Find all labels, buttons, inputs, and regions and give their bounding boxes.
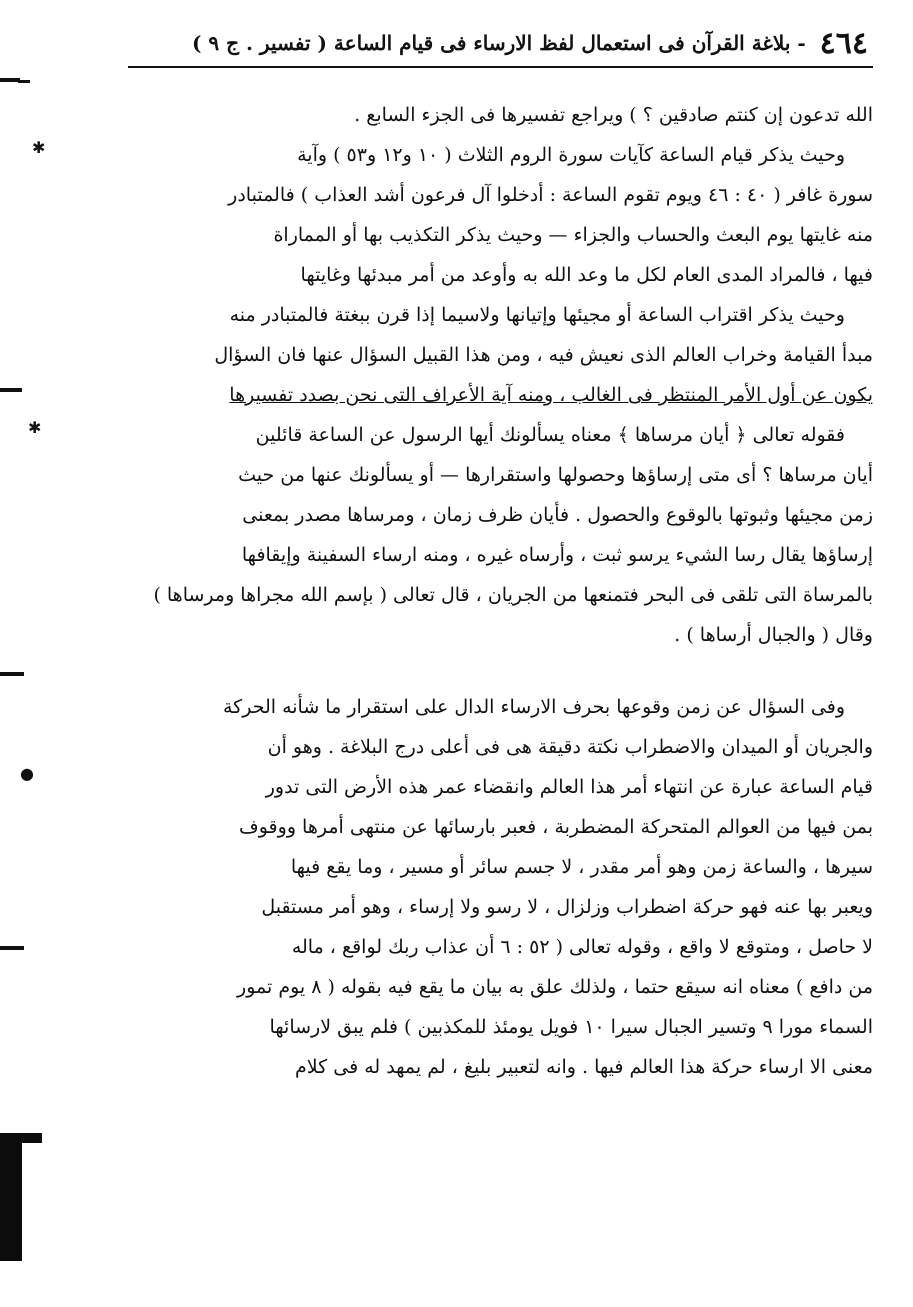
text-line: فيها ، فالمراد المدى العام لكل ما وعد الله به وأوعد من أمر مبدئها وغايتها [300,264,873,286]
text-line: وحيث يذكر قيام الساعة كآيات سورة الروم الثلاث ( ١٠ و١٢ و٥٣ ) وآية [297,144,845,166]
scan-mark [0,388,22,392]
scan-mark [0,946,24,950]
text-line: وحيث يذكر اقتراب الساعة أو مجيئها وإتيانها ولاسيما إذا قرن ببغتة فالمتبادر منه [229,304,845,326]
text-line: مبدأ القيامة وخراب العالم الذى نعيش فيه ، ومن هذا القبيل السؤال عنها فان السؤال [214,344,873,366]
text-line: معنى الا ارساء حركة هذا العالم فيها . وانه لتعبير بليغ ، لم يمهد له فى كلام [295,1056,873,1078]
text-line: وفى السؤال عن زمن وقوعها بحرف الارساء الدال على استقرار ما شأنه الحركة [223,696,845,718]
page-header [128,22,868,64]
text-line: بالمرساة التى تلقى فى البحر فتمنعها من الجريان ، قال تعالى ( بإسم الله مجراها ومرساها ) [153,584,873,606]
text-line: يكون عن أول الأمر المنتظر فى الغالب ، ومنه آية الأعراف التى نحن بصدد تفسيرها [229,384,873,406]
text-line: لا حاصل ، ومتوقع لا واقع ، وقوله تعالى ( ٥٢ : ٦ أن عذاب ربك لواقع ، ماله [291,936,873,958]
text-line: أيان مرساها ؟ أى متى إرساؤها وحصولها واستقرارها — أو يسألونك عنها من حيث [238,464,873,486]
text-line: إرساؤها يقال رسا الشيء يرسو ثبت ، وأرساه غيره ، ومنه ارساء السفينة وإيقافها [241,544,873,566]
text-line: منه غايتها يوم البعث والحساب والجزاء — وحيث يذكر التكذيب بها أو المماراة [273,224,873,246]
binding-shadow [0,1133,22,1261]
text-line: قيام الساعة عبارة عن انتهاء أمر هذا العالم وانقضاء عمر هذه الأرض التى تدور [265,776,873,798]
scan-speck: ✱ [28,418,42,437]
text-line: السماء مورا ٩ وتسير الجبال سيرا ١٠ فويل يومئذ للمكذبين ) فلم يبق لارسائها [269,1016,873,1038]
text-line: ويعبر بها عنه فهو حركة اضطراب وزلزال ، لا رسو ولا إرساء ، وهو أمر مستقبل [261,896,873,918]
text-line: زمن مجيئها وثبوتها بالوقوع والحصول . فأيان ظرف زمان ، ومرساها مصدر بمعنى [242,504,873,526]
header-rule [128,66,873,68]
text-line: سيرها ، والساعة زمن وهو أمر مقدر ، لا جسم سائر أو مسير ، وما يقع فيها [290,856,873,878]
paragraph-gap [118,655,873,687]
scan-mark [0,672,24,676]
text-line: بمن فيها من العوالم المتحركة المضطربة ، فعبر بارسائها عن منتهى أمرها ووقوف [239,816,873,838]
text-line: والجريان أو الميدان والاضطراب نكتة دقيقة هى فى أعلى درج البلاغة . وهو أن [267,736,873,758]
scan-speck: ✱ [32,138,46,157]
page-number: ٤٦٤ [819,25,868,61]
running-title: - بلاغة القرآن فى استعمال لفظ الارساء فى قيام الساعة ( تفسير . ج ٩ ) [191,31,806,55]
scan-mark [18,80,30,83]
text-line: من دافع ) معناه انه سيقع حتما ، ولذلك علق به بيان ما يقع فيه بقوله ( ٨ يوم تمور [237,976,873,998]
text-line: وقال ( والجبال أرساها ) . [674,624,873,646]
body-text [118,95,873,1087]
scan-mark [0,78,20,82]
text-line: الله تدعون إن كنتم صادقين ؟ ) ويراجع تفسيرها فى الجزء السابع . [354,104,873,126]
text-line: فقوله تعالى ﴿ أيان مرساها ﴾ معناه يسألونك أيها الرسول عن الساعة قائلين [255,424,845,446]
text-line: سورة غافر ( ٤٠ : ٤٦ ويوم تقوم الساعة : أدخلوا آل فرعون أشد العذاب ) فالمتبادر [228,184,873,206]
scan-speck: ● [20,764,34,783]
